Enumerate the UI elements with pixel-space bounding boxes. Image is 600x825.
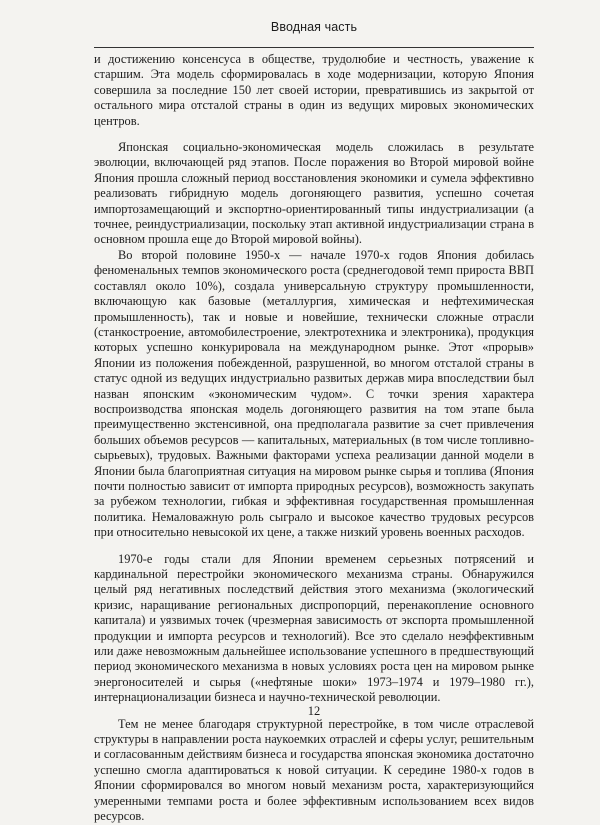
paragraph-5: Тем не менее благодаря структурной перестройке, в том числе отраслевой структуры в направлении роста наукоемких отраслей и сферы услуг, решительным и согласованным действиям бизнеса и государства японская экономика достаточно успешно смогла адаптироваться к новой ситуации. К середине 1980-х годов в Японии сформировался во многом новый механизм роста, характеризующийся умеренными темпами роста и более эффективным использованием всех видов ресурсов. — [94, 716, 534, 824]
paragraph-3: Во второй половине 1950-х — начале 1970-х годов Япония добилась феноменальных темпов экономического роста (среднегодовой темп прироста ВВП составлял около 10%), создала универсальную структуру промышленности, включающую как базовые (металлургия, химическая и нефтехимическая промышленность), так и новые и новейшие, технически сложные отрасли (станкостроение, автомобилестроение, электротехника и электроника), продукция которых успешно конкурировала на международном рынке. Этот «прорыв» Японии из положения побежденной, разрушенной, во многом отсталой страны в статус одной из ведущих индустриально развитых держав мира впоследствии был назван японским «экономическим чудом». С точки зрения характера воспроизводства японская модель догоняющего развития на том этапе была преимущественно экстенсивной, она предполагала развитие за счет привлечения больших объемов ресурсов — капитальных, материальных (в том числе топливно-сырьевых), трудовых. Важными факторами успеха реализации данной модели в Японии была благоприятная ситуация на мировом рынке сырья и топлива (Япония почти полностью зависит от импорта природных ресурсов), возможность закупать за рубежом технологии, гибкая и эффективная государственная промышленная политика. Немаловажную роль сыграло и высокое качество трудовых ресурсов при относительно невысокой их цене, а также низкий уровень военных расходов. — [94, 247, 534, 540]
running-header: Вводная часть — [270, 20, 358, 34]
paragraph-2: Японская социально-экономическая модель сложилась в результате эволюции, включающей ряд этапов. После поражения во Второй мировой войне Япония прошла сложный период восстановления экономики и сумела эффективно реализовать гибридную модель догоняющего развития, успешно сочетая импортозамещающий и экспортно-ориентированный типы индустриализации (а точнее, реиндустриализации, поскольку этап активной индустриализации страна в основном прошла еще до Второй мировой войны). — [94, 140, 534, 247]
paragraph-4: 1970-е годы стали для Японии временем серьезных потрясений и кардинальной перестройки экономического механизма страны. Обнаружился целый ряд негативных последствий действия этого механизма (экологический кризис, наращивание региональных диспропорций, перенакопление основного капитала) и уязвимых точек (чрезмерная зависимость от экспорта промышленной продукции и импорта ресурсов и технологий). Все это сделало неэффективным или даже невозможным дальнейшее использование успешного в предшествующий период экономического механизма в новых условиях роста цен на мировом рынке энергоносителей и сырья («нефтяные шоки» 1973–1974 и 1979–1980 гг.), интернационализации бизнеса и научно-технической революции. — [94, 551, 534, 705]
paragraph-1: и достижению консенсуса в обществе, трудолюбие и честность, уважение к старшим. Эта модель сформировалась в ходе модернизации, которую Япония совершила за последние 150 лет своей истории, превратившись из закрытой от остального мира отсталой страны в один из ведущих мировых экономических центров. — [94, 52, 534, 128]
page-number: 12 — [307, 704, 321, 718]
header-divider — [94, 47, 534, 48]
